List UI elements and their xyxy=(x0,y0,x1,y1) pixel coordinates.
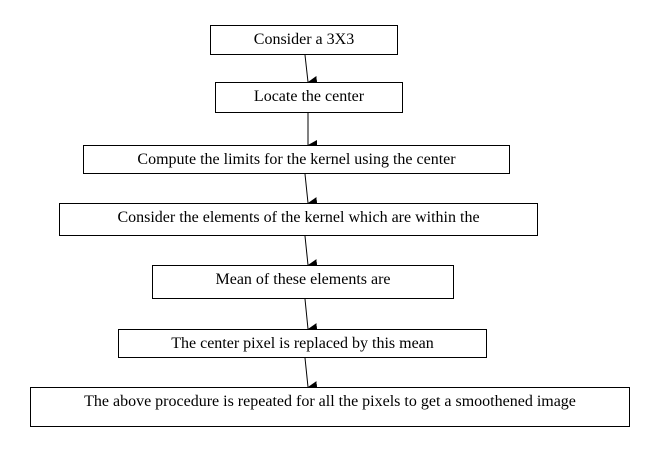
arrow-3-to-4 xyxy=(305,174,308,203)
step-1-label: Consider a 3X3 xyxy=(253,31,355,48)
step-2-locate-center xyxy=(215,82,403,113)
step-4-consider-elements xyxy=(59,203,538,236)
step-7-repeat-procedure xyxy=(30,387,630,427)
arrow-6-to-7 xyxy=(305,358,308,387)
step-6-center-replaced xyxy=(118,329,487,358)
step-4-label: Consider the elements of the kernel which are within the xyxy=(117,209,480,226)
arrow-4-to-5 xyxy=(305,236,308,265)
step-5-label: Mean of these elements are xyxy=(215,271,391,288)
step-3-label: Compute the limits for the kernel using the center xyxy=(137,151,456,168)
step-7-label: The above procedure is repeated for all the pixels to get a smoothened image xyxy=(84,393,576,410)
arrow-1-to-2 xyxy=(305,55,308,82)
arrow-5-to-6 xyxy=(305,299,308,329)
step-5-mean-of-elements xyxy=(152,265,454,299)
step-2-label: Locate the center xyxy=(253,88,365,105)
step-6-label: The center pixel is replaced by this mean xyxy=(171,335,434,352)
step-3-compute-limits xyxy=(83,145,510,174)
step-1-consider-3x3 xyxy=(210,25,398,55)
